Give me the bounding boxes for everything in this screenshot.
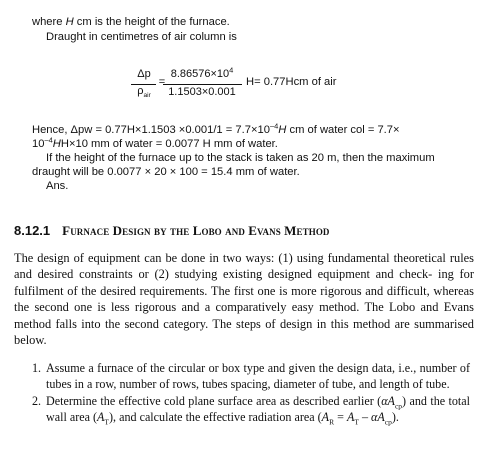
- list-item-step-2: 2. Determine the effective cold plane surface area as described earlier $(\alpha A_{cp})$ and the total wall area $(A_T)$, and calculate the effective radiation area $(A_R = A_T - \alpha A_{cp})$.: [32, 394, 471, 427]
- text-line-hence-4: draught will be 0.0077 × 20 × 100 = 15.4 mm of water.: [32, 166, 300, 178]
- text-line-height-definition: where H cm is the height of the furnace.: [32, 16, 230, 28]
- text-line-ans: Ans.: [46, 180, 69, 192]
- paragraph-line: rules and desired constraints or (2) studying existing designed equipment and check-: [14, 251, 474, 282]
- design-steps-list: [32, 361, 470, 425]
- list-marker: 1.: [32, 361, 42, 375]
- text-line-hence-3: If the height of the furnace up to the stack is taken as 20 m, then the maximum: [46, 152, 435, 164]
- intro-paragraph: [14, 250, 474, 348]
- paragraph-line: The design of equipment can be done in two ways: (1) using fundamental theoretical: [14, 251, 446, 265]
- section-title: Furnace Design by the Lobo and Evans Method: [62, 223, 330, 238]
- section-heading: [14, 223, 330, 239]
- equation-lhs-denominator: $\rho_{air}$: [137, 85, 151, 100]
- text-line-hence-2: $10^{-4}HH\times 10$ mm of water = 0.0077 H mm of water.: [32, 135, 278, 150]
- list-item-step-1: 1. Assume a furnace of the circular or box type and given the design data, i.e., number of tubes in a row, number of rows, tubes spacing, diameter of tube, and length of tube.: [32, 361, 470, 391]
- equation-rhs-numerator: $8.86576\times 10^4$: [170, 65, 234, 80]
- section-number: 8.12.1: [14, 223, 51, 238]
- paragraph-line: ing for fulfilment of the desired requirements. The first one is more rigorous and: [14, 267, 474, 298]
- equation-equals: =: [158, 76, 166, 88]
- equation-rhs-denominator: 1.1503×0.001: [168, 86, 236, 98]
- equation-lhs-numerator: Δp: [137, 68, 151, 80]
- text-line-draught-intro: Draught in centimetres of air column is: [46, 31, 237, 43]
- paragraph-line: The Lobo and Evans method falls into the second category. The steps of design in: [14, 300, 475, 331]
- list-marker: 2.: [32, 394, 42, 409]
- paragraph-line: this method are summarised below.: [14, 316, 475, 348]
- equation-rhs-fraction-bar: [163, 84, 242, 85]
- equation-result: H= 0.77Hcm of air: [246, 76, 337, 88]
- paragraph-line: difficult, whereas the second one is less rigorous and a comparatively easy method.: [14, 283, 474, 315]
- text-line-hence-1: Hence, $\Delta pw = 0.77H\times 1.1503 \times 0.001/1 = 7.7\times 10^{-4}H$ cm of water col = 7.7×: [32, 121, 400, 136]
